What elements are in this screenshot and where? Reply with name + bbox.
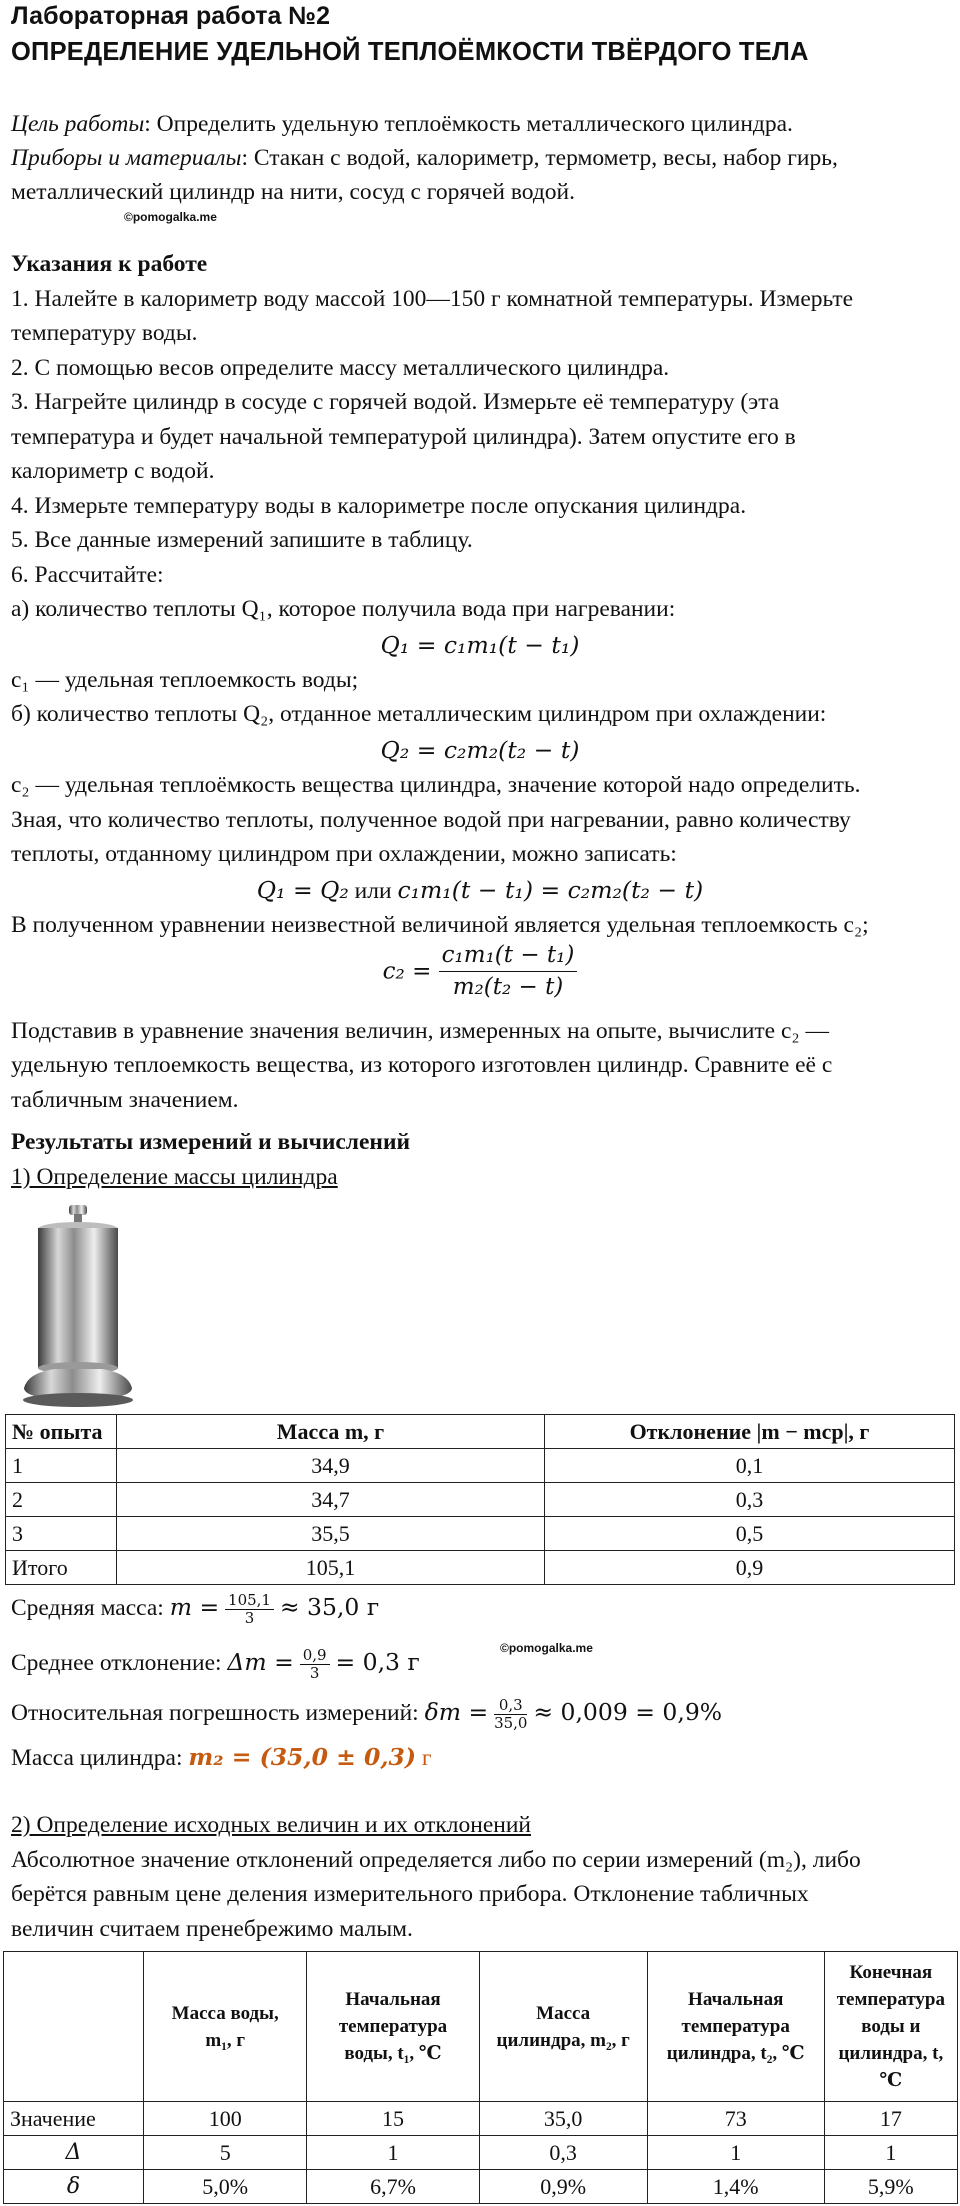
- mean-dev-fraction: [300, 1647, 330, 1682]
- table-header: Начальная температура цилиндра, t₂, ℃: [647, 1952, 824, 2102]
- table-header: [4, 1952, 144, 2102]
- section2-line-3: величин считаем пренебрежимо малым.: [11, 1916, 413, 1942]
- mean-dev-rhs: = 0,3 г: [335, 1648, 420, 1676]
- instructions-heading: Указания к работе: [11, 251, 208, 277]
- table-row: [6, 1517, 955, 1551]
- formula-c2-denominator: m₂(t₂ − t): [452, 974, 564, 1000]
- table-cell: 3: [6, 1517, 117, 1551]
- watermark: ©pomogalka.me: [124, 210, 217, 224]
- instruction-line: 2. С помощью весов определите массу металлического цилиндра.: [11, 355, 670, 381]
- table-header: Начальная температура воды, t₁, ℃: [307, 1952, 479, 2102]
- rel-err-fraction: [494, 1697, 527, 1732]
- initial-values-table: [3, 1951, 958, 2204]
- instruction-line: 3. Нагрейте цилиндр в сосуде с горячей водой. Измерьте её температуру (эта: [11, 389, 780, 415]
- instruction-line: 6. Рассчитайте:: [11, 562, 164, 588]
- rel-err-label: Относительная погрешность измерений:: [11, 1700, 425, 1726]
- table-cell: 1: [824, 2136, 957, 2170]
- mean-mass-rhs: ≈ 35,0 г: [279, 1593, 380, 1621]
- fraction-denominator: 3: [244, 1609, 255, 1628]
- table-cell: 0,9%: [479, 2170, 647, 2204]
- c2-description: c₂ — удельная теплоёмкость вещества цилиндра, значение которой надо определить.: [11, 772, 861, 798]
- goal-text: : Определить удельную теплоёмкость металлического цилиндра.: [144, 111, 793, 137]
- q2-description: б) количество теплоты Q₂, отданное металлическим цилиндром при охлаждении:: [11, 701, 827, 727]
- table-cell: 73: [647, 2102, 824, 2136]
- table-header: Конечная температура воды и цилиндра, t, ℃: [824, 1952, 957, 2102]
- formula-c2: [0, 940, 960, 1003]
- fraction-numerator: 0,9: [300, 1647, 330, 1665]
- table-cell: 0,3: [545, 1483, 955, 1517]
- table-cell: 5,9%: [824, 2170, 957, 2204]
- table-cell: 5: [143, 2136, 306, 2170]
- table-row: [6, 1449, 955, 1483]
- section1-title: 1) Определение массы цилиндра: [11, 1164, 338, 1190]
- formula-balance-a: Q₁ = Q₂: [256, 876, 349, 904]
- final-line-2: удельную теплоемкость вещества, из которого изготовлен цилиндр. Сравните её с: [11, 1052, 833, 1078]
- formula-c2-fraction: [439, 940, 578, 1003]
- section2-line-2: берётся равным цене деления измерительного прибора. Отклонение табличных: [11, 1881, 809, 1907]
- cyl-mass-unit: г: [415, 1745, 432, 1771]
- rel-err-line: [11, 1695, 722, 1732]
- mean-dev-line: [11, 1645, 420, 1682]
- table-cell: 0,9: [545, 1551, 955, 1585]
- c1-description: c₁ — удельная теплоемкость воды;: [11, 667, 359, 693]
- table-row: [6, 1551, 955, 1585]
- formula-balance-or: или: [348, 878, 398, 904]
- instruction-line: 5. Все данные измерений запишите в таблицу.: [11, 527, 473, 553]
- final-line-3: табличным значением.: [11, 1087, 239, 1113]
- mean-dev-lhs: Δm =: [227, 1648, 294, 1676]
- rel-err-rhs: ≈ 0,009 = 0,9%: [533, 1698, 723, 1726]
- metal-cylinder-photo: [14, 1203, 144, 1413]
- table-header: Масса воды, m₁, г: [143, 1952, 306, 2102]
- table-row: [4, 2170, 958, 2204]
- table-cell: 34,7: [117, 1483, 545, 1517]
- section2-line-1: Абсолютное значение отклонений определяется либо по серии измерений (m₂), либо: [11, 1847, 861, 1873]
- table-cell: 34,9: [117, 1449, 545, 1483]
- mass-table: [5, 1414, 955, 1585]
- equipment-line: [11, 141, 838, 175]
- table-cell: 1: [307, 2136, 479, 2170]
- goal-label: Цель работы: [11, 111, 145, 137]
- formula-q2: Q₂ = c₂m₂(t₂ − t): [380, 736, 580, 764]
- table-header: Масса цилиндра, m₂, г: [479, 1952, 647, 2102]
- fraction-numerator: 0,3: [494, 1697, 527, 1715]
- balance-line-1: Зная, что количество теплоты, полученное водой при нагревании, равно количеству: [11, 807, 851, 833]
- fraction-numerator: 105,1: [225, 1592, 274, 1610]
- table-cell: 15: [307, 2102, 479, 2136]
- table-cell: 0,1: [545, 1449, 955, 1483]
- table-cell: 0,5: [545, 1517, 955, 1551]
- instruction-line: температуру воды.: [11, 320, 198, 346]
- results-heading: Результаты измерений и вычислений: [11, 1129, 411, 1155]
- table-cell: Значение: [4, 2102, 144, 2136]
- table-cell: 2: [6, 1483, 117, 1517]
- table-cell: 1: [6, 1449, 117, 1483]
- table-cell: 1,4%: [647, 2170, 824, 2204]
- instruction-line: 4. Измерьте температуру воды в калориметре после опускания цилиндра.: [11, 493, 747, 519]
- formula-balance-b: c₁m₁(t − t₁) = c₂m₂(t₂ − t): [397, 876, 704, 904]
- formula-c2-lhs: c₂ =: [382, 958, 432, 985]
- final-line-1: Подставив в уравнение значения величин, измеренных на опыте, вычислите c₂ —: [11, 1018, 829, 1044]
- equipment-text: : Стакан с водой, калориметр, термометр, весы, набор гирь,: [241, 145, 838, 171]
- table-row: [4, 2136, 958, 2170]
- table-header: № опыта: [6, 1415, 117, 1449]
- lab-title: ОПРЕДЕЛЕНИЕ УДЕЛЬНОЙ ТЕПЛОЁМКОСТИ ТВЁРДОГО ТЕЛА: [11, 38, 809, 66]
- goal-line: [11, 107, 793, 141]
- fraction-denominator: 3: [309, 1664, 320, 1683]
- table-header: Отклонение |m − mср|, г: [545, 1415, 955, 1449]
- instruction-line: 1. Налейте в калориметр воду массой 100—150 г комнатной температуры. Измерьте: [11, 286, 854, 312]
- section2-title: 2) Определение исходных величин и их отклонений: [11, 1812, 531, 1838]
- q1-description: а) количество теплоты Q₁, которое получила вода при нагревании:: [11, 596, 676, 622]
- table-row: [4, 2102, 958, 2136]
- table-cell: 105,1: [117, 1551, 545, 1585]
- instruction-line: калориметр с водой.: [11, 458, 215, 484]
- table-cell: Итого: [6, 1551, 117, 1585]
- table-header-row: [6, 1415, 955, 1449]
- table-cell: Δ: [4, 2136, 144, 2170]
- table-cell: 35,0: [479, 2102, 647, 2136]
- mean-mass-line: [11, 1590, 379, 1627]
- equipment-line-2: металлический цилиндр на нити, сосуд с горячей водой.: [11, 179, 575, 205]
- lab-number: Лабораторная работа №2: [11, 2, 331, 30]
- fraction-denominator: 35,0: [494, 1714, 528, 1733]
- cyl-mass-value: m₂ = (35,0 ± 0,3): [188, 1743, 416, 1771]
- watermark: ©pomogalka.me: [500, 1641, 593, 1655]
- formula-balance: [0, 873, 960, 908]
- equipment-label: Приборы и материалы: [11, 145, 242, 171]
- table-row: [6, 1483, 955, 1517]
- mean-mass-lhs: m =: [169, 1593, 220, 1621]
- table-cell: 0,3: [479, 2136, 647, 2170]
- rel-err-lhs: δm =: [424, 1698, 489, 1726]
- table-cell: 1: [647, 2136, 824, 2170]
- table-cell: 17: [824, 2102, 957, 2136]
- mean-mass-label: Средняя масса:: [11, 1595, 170, 1621]
- balance-line-2: теплоты, отданному цилиндром при охлаждении, можно записать:: [11, 841, 677, 867]
- table-header-row: [4, 1952, 958, 2102]
- formula-c2-numerator: c₁m₁(t − t₁): [439, 940, 578, 972]
- table-cell: 6,7%: [307, 2170, 479, 2204]
- table-cell: δ: [4, 2170, 144, 2204]
- instruction-line: температура и будет начальной температурой цилиндра). Затем опустите его в: [11, 424, 796, 450]
- unknown-line: В полученном уравнении неизвестной величиной является удельная теплоемкость c₂;: [11, 912, 869, 938]
- mean-dev-label: Среднее отклонение:: [11, 1650, 228, 1676]
- cyl-mass-line: [11, 1740, 432, 1775]
- table-cell: 35,5: [117, 1517, 545, 1551]
- table-cell: 100: [143, 2102, 306, 2136]
- mean-mass-fraction: [225, 1592, 274, 1627]
- table-cell: 5,0%: [143, 2170, 306, 2204]
- table-header: Масса m, г: [117, 1415, 545, 1449]
- cyl-mass-label: Масса цилиндра:: [11, 1745, 189, 1771]
- formula-q1: Q₁ = c₁m₁(t − t₁): [380, 631, 580, 659]
